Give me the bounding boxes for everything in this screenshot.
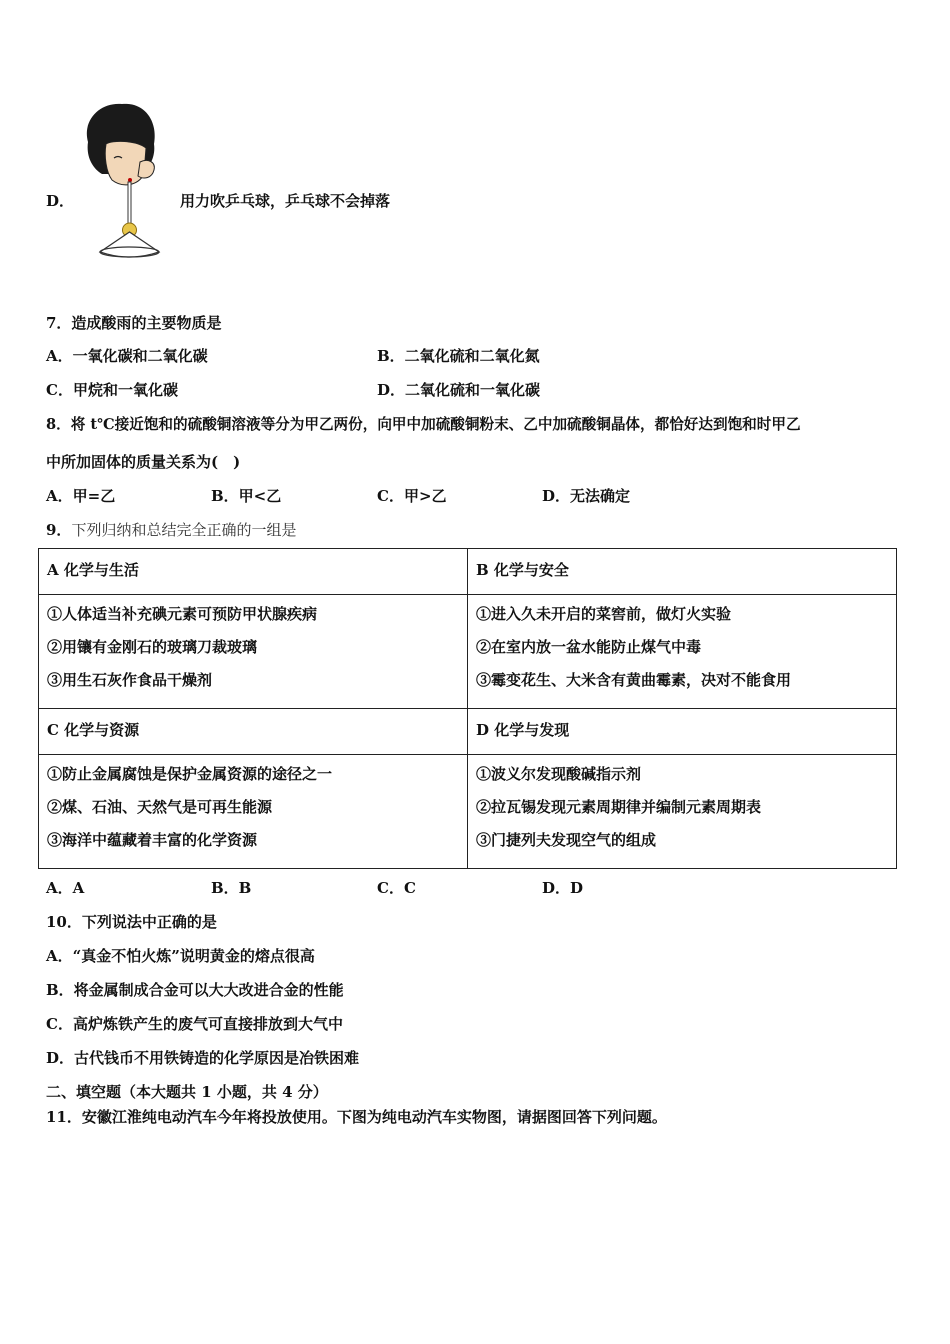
q7-option-d: D．二氧化硫和一氧化碳 (377, 381, 541, 399)
q9-option-a: A．A (46, 879, 85, 897)
q9-cell-a-title: A 化学与生活 (39, 549, 468, 595)
q9-a-item-2: ②用镶有金刚石的玻璃刀裁玻璃 (47, 638, 258, 656)
q8-option-c: C．甲>乙 (377, 487, 447, 505)
q9-a-item-1: ①人体适当补充碘元素可预防甲状腺疾病 (47, 605, 318, 623)
q10-stem: 10．下列说法中正确的是 (46, 913, 217, 931)
q7-option-a: A．一氧化碳和二氧化碳 (46, 347, 208, 365)
q10-option-c: C．高炉炼铁产生的废气可直接排放到大气中 (46, 1015, 343, 1033)
q9-d-item-1: ①波义尔发现酸碱指示剂 (476, 765, 642, 783)
q9-b-item-3: ③霉变花生、大米含有黄曲霉素，决对不能食用 (476, 671, 792, 689)
q8-option-b: B．甲<乙 (211, 487, 282, 505)
q9-stem (46, 519, 296, 540)
q9-option-b: B．B (211, 879, 252, 897)
q11-stem: 11．安徽江淮纯电动汽车今年将投放使用。下图为纯电动汽车实物图，请据图回答下列问题。 (46, 1108, 667, 1126)
q9-table (38, 548, 897, 869)
q9-d-item-3: ③门捷列夫发现空气的组成 (476, 831, 657, 849)
q9-option-c: C．C (377, 879, 416, 897)
q9-stem-number: 9． (46, 521, 72, 539)
q9-a-item-3: ③用生石灰作食品干燥剂 (47, 671, 213, 689)
q8-option-a: A．甲=乙 (46, 487, 116, 505)
q9-d-item-2: ②拉瓦锡发现元素周期律并编制元素周期表 (476, 798, 762, 816)
q9-c-item-2: ②煤、石油、天然气是可再生能源 (47, 798, 273, 816)
q9-c-item-3: ③海洋中蕴藏着丰富的化学资源 (47, 831, 258, 849)
q9-stem-text: 下列归纳和总结完全正确的一组是 (71, 521, 297, 539)
q10-option-a: A．“真金不怕火炼”说明黄金的熔点很高 (46, 947, 315, 965)
q9-c-item-1: ①防止金属腐蚀是保护金属资源的途径之一 (47, 765, 333, 783)
q9-option-d: D．D (542, 879, 584, 897)
q6-option-d-letter: D． (46, 192, 75, 210)
q7-option-c: C．甲烷和一氧化碳 (46, 381, 178, 399)
q9-cell-b-title: B 化学与安全 (468, 549, 897, 595)
q9-b-item-1: ①进入久未开启的菜窖前，做灯火实验 (476, 605, 732, 623)
q9-cell-c-items (39, 755, 468, 869)
q8-option-d: D．无法确定 (542, 487, 631, 505)
q7-stem: 7．造成酸雨的主要物质是 (46, 314, 222, 332)
q8-stem-line2: 中所加固体的质量关系为( ) (46, 453, 241, 471)
q9-cell-c-title: C 化学与资源 (39, 709, 468, 755)
q6-option-d-text: 用力吹乒乓球，乒乓球不会掉落 (180, 192, 391, 210)
q7-option-b: B．二氧化硫和二氧化氮 (377, 347, 540, 365)
q9-cell-b-items (468, 595, 897, 709)
q9-b-item-2: ②在室内放一盆水能防止煤气中毒 (476, 638, 702, 656)
section2-heading: 二、填空题（本大题共 1 小题，共 4 分） (46, 1083, 328, 1101)
boy-blowing-ping-pong-illustration (82, 100, 166, 262)
q9-cell-a-items (39, 595, 468, 709)
q9-cell-d-items (468, 755, 897, 869)
q10-option-b: B．将金属制成合金可以大大改进合金的性能 (46, 981, 344, 999)
q8-stem-line1: 8．将 t℃接近饱和的硫酸铜溶液等分为甲乙两份，向甲中加硫酸铜粉末、乙中加硫酸铜晶体，都恰好达到饱和时甲乙 (46, 416, 801, 433)
q10-option-d: D．古代钱币不用铁铸造的化学原因是冶铁困难 (46, 1049, 360, 1067)
q9-cell-d-title: D 化学与发现 (468, 709, 897, 755)
